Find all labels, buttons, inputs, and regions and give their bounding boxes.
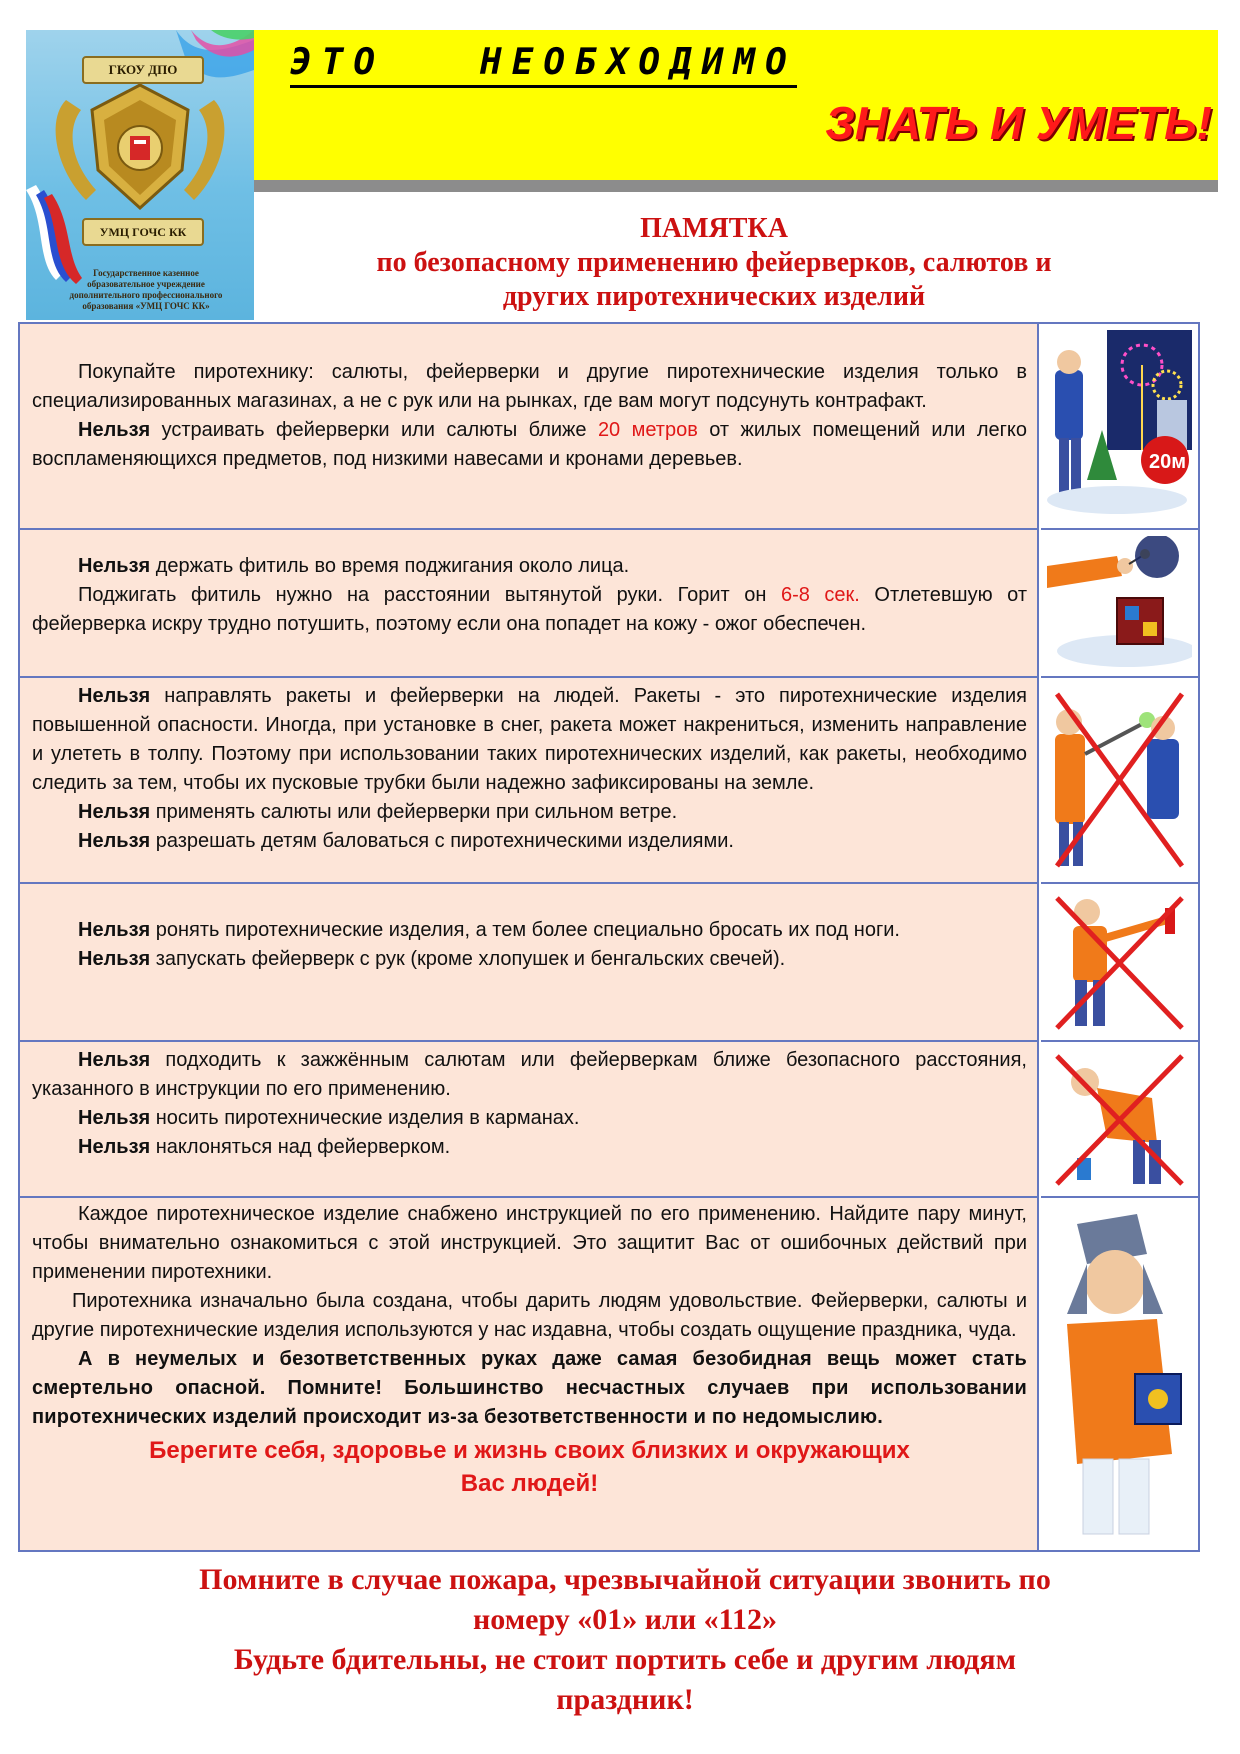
prohibition-word: Нельзя — [78, 685, 151, 707]
rule-text-cell — [20, 1042, 1039, 1198]
prohibition-word: Нельзя — [78, 1107, 151, 1129]
rule-illustration-cell — [1041, 530, 1198, 678]
rule-paragraph: Пиротехника изначально была создана, чтобы дарить людям удовольствие. Фейерверки, салюты и другие пиротехнические изделия используются у нас издавна, чтобы создать ощущение праздника, чуда. — [32, 1290, 1027, 1341]
rule-illustration-cell — [1041, 1198, 1198, 1550]
man-with-fireworks-box-illustration-icon — [1047, 1204, 1192, 1542]
rule-row-4 — [20, 884, 1198, 1042]
prohibition-word: Нельзя — [78, 948, 151, 970]
prohibition-word: Нельзя — [78, 801, 151, 823]
footer-line-3: Будьте бдительны, не стоит портить себе и другим людям — [233, 1643, 1017, 1676]
logo-emblem — [26, 30, 254, 320]
footer-line-1: Помните в случае пожара, чрезвычайной ситуации звонить по — [199, 1563, 1051, 1596]
rule-paragraph — [32, 1046, 1027, 1104]
distance-badge: 20м — [1149, 451, 1187, 473]
rule-paragraph — [32, 416, 1027, 474]
leaning-over-firework-illustration-icon — [1047, 1048, 1192, 1190]
rule-text: наклоняться над фейерверком. — [150, 1136, 451, 1158]
rule-text: носить пиротехнические изделия в карманах. — [150, 1107, 580, 1129]
rule-row-2 — [20, 530, 1198, 678]
rule-row-3 — [20, 678, 1198, 884]
rule-paragraph — [32, 916, 1027, 945]
prohibition-word: Нельзя — [78, 419, 151, 441]
logo-caption: Государственное казенное образовательное учреждение дополнительного профессионального образования «УМЦ ГОЧС КК» — [69, 268, 223, 311]
title-line-3: других пиротехнических изделий — [502, 281, 926, 312]
rule-text: применять салюты или фейерверки при сильном ветре. — [150, 801, 678, 823]
rule-text: направлять ракеты и фейерверки на людей. Ракеты - это пиротехнические изделия повышенной опасности. Иногда, при установке в снег, ракета может накрениться, изменить направление и улететь в толпу. Поэтому при использовании таких пиротехнических изделий, как ракеты, необходимо следить за тем, чтобы их пусковые трубки были надежно зафиксированы на земле. — [32, 685, 1027, 794]
rule-text: держать фитиль во время поджигания около лица. — [150, 555, 630, 577]
prohibition-word: Нельзя — [78, 919, 151, 941]
rule-text-cell — [20, 1198, 1039, 1550]
rule-paragraph — [32, 945, 1027, 974]
rule-text-cell — [20, 530, 1039, 678]
footer-line-2: номеру «01» или «112» — [473, 1603, 777, 1636]
rule-paragraph: Покупайте пиротехнику: салюты, фейерверки и другие пиротехнические изделия только в специализированных магазинах, а не с рук или на рынках, где вам могут подсунуть контрафакт. — [32, 361, 1027, 412]
rule-row-6 — [20, 1198, 1198, 1550]
safety-rules-table — [18, 322, 1200, 1552]
firework-from-hand-illustration-icon — [1047, 890, 1192, 1034]
rule-paragraph — [32, 581, 1027, 639]
page-title — [254, 212, 1174, 314]
header-divider — [254, 180, 1218, 192]
closing-appeal — [32, 1434, 1027, 1500]
rule-illustration-cell — [1041, 884, 1198, 1042]
rule-text: ронять пиротехнические изделия, а тем более специально бросать их под ноги. — [150, 919, 900, 941]
emergency-footer — [60, 1560, 1190, 1720]
rule-illustration-cell — [1041, 1042, 1198, 1198]
title-line-2: по безопасному применению фейерверков, салютов и — [376, 247, 1052, 278]
logo-top-banner: ГКОУ ДПО — [82, 56, 204, 84]
rule-text: Отлетевшую от фейерверка искру трудно потушить, поэтому если она попадет на кожу - ожог обеспечен. — [32, 584, 1027, 635]
closing-appeal-line-2: Вас людей! — [460, 1470, 599, 1497]
title-line-1: ПАМЯТКА — [640, 213, 788, 244]
header-line-2: ЗНАТЬ И УМЕТЬ! — [825, 97, 1212, 149]
header-line-1: ЭТО НЕОБХОДИМО — [290, 42, 797, 88]
rocket-at-people-illustration-icon — [1047, 684, 1192, 876]
warning-paragraph: А в неумелых и безответственных руках даже самая безобидная вещь может стать смертельно опасной. Помните! Большинство несчастных случаев при использовании пиротехнических изделий происходит из-за безответственности и по недомыслию. — [32, 1348, 1027, 1428]
rule-illustration-cell — [1041, 678, 1198, 884]
burn-time-highlight: 6-8 сек. — [780, 584, 860, 606]
rule-text: подходить к зажжённым салютам или фейерверкам ближе безопасного расстояния, указанного в инструкции по его применению. — [32, 1049, 1027, 1100]
rule-text-cell — [20, 324, 1039, 530]
lighting-fuse-illustration-icon — [1047, 536, 1192, 670]
logo-bottom-banner: УМЦ ГОЧС КК — [82, 218, 204, 246]
prohibition-word: Нельзя — [78, 1049, 151, 1071]
prohibition-word: Нельзя — [78, 830, 151, 852]
rule-text: запускать фейерверк с рук (кроме хлопушек и бенгальских свечей). — [150, 948, 786, 970]
prohibition-word: Нельзя — [78, 555, 151, 577]
rule-text: устраивать фейерверки или салюты ближе — [150, 419, 598, 441]
prohibition-word: Нельзя — [78, 1136, 151, 1158]
footer-line-4: праздник! — [556, 1683, 694, 1716]
rule-paragraph — [32, 798, 1027, 827]
rule-paragraph — [32, 552, 1027, 581]
rule-paragraph — [32, 1104, 1027, 1133]
rule-text: разрешать детям баловаться с пиротехническими изделиями. — [150, 830, 734, 852]
rule-row-1 — [20, 324, 1198, 530]
distance-highlight: 20 метров — [597, 419, 698, 441]
closing-appeal-line-1: Берегите себя, здоровье и жизнь своих близких и окружающих — [149, 1437, 910, 1464]
rule-text: Поджигать фитиль нужно на расстоянии вытянутой руки. Горит он — [78, 584, 781, 606]
rule-paragraph — [32, 827, 1027, 856]
rule-paragraph: Каждое пиротехническое изделие снабжено инструкцией по его применению. Найдите пару минут, чтобы внимательно ознакомиться с этой инструкцией. Это защитит Вас от ошибочных действий при применении пиротехники. — [32, 1203, 1027, 1283]
rule-row-5 — [20, 1042, 1198, 1198]
rule-text-cell — [20, 884, 1039, 1042]
rule-illustration-cell — [1041, 324, 1198, 530]
rule-paragraph — [32, 1133, 1027, 1162]
rule-text: от жилых помещений или легко воспламеняющихся предметов, под низкими навесами и кронами деревьев. — [32, 419, 1027, 470]
rule-text-cell — [20, 678, 1039, 884]
rule-paragraph — [32, 682, 1027, 798]
fireworks-distance-illustration-icon — [1047, 330, 1192, 522]
